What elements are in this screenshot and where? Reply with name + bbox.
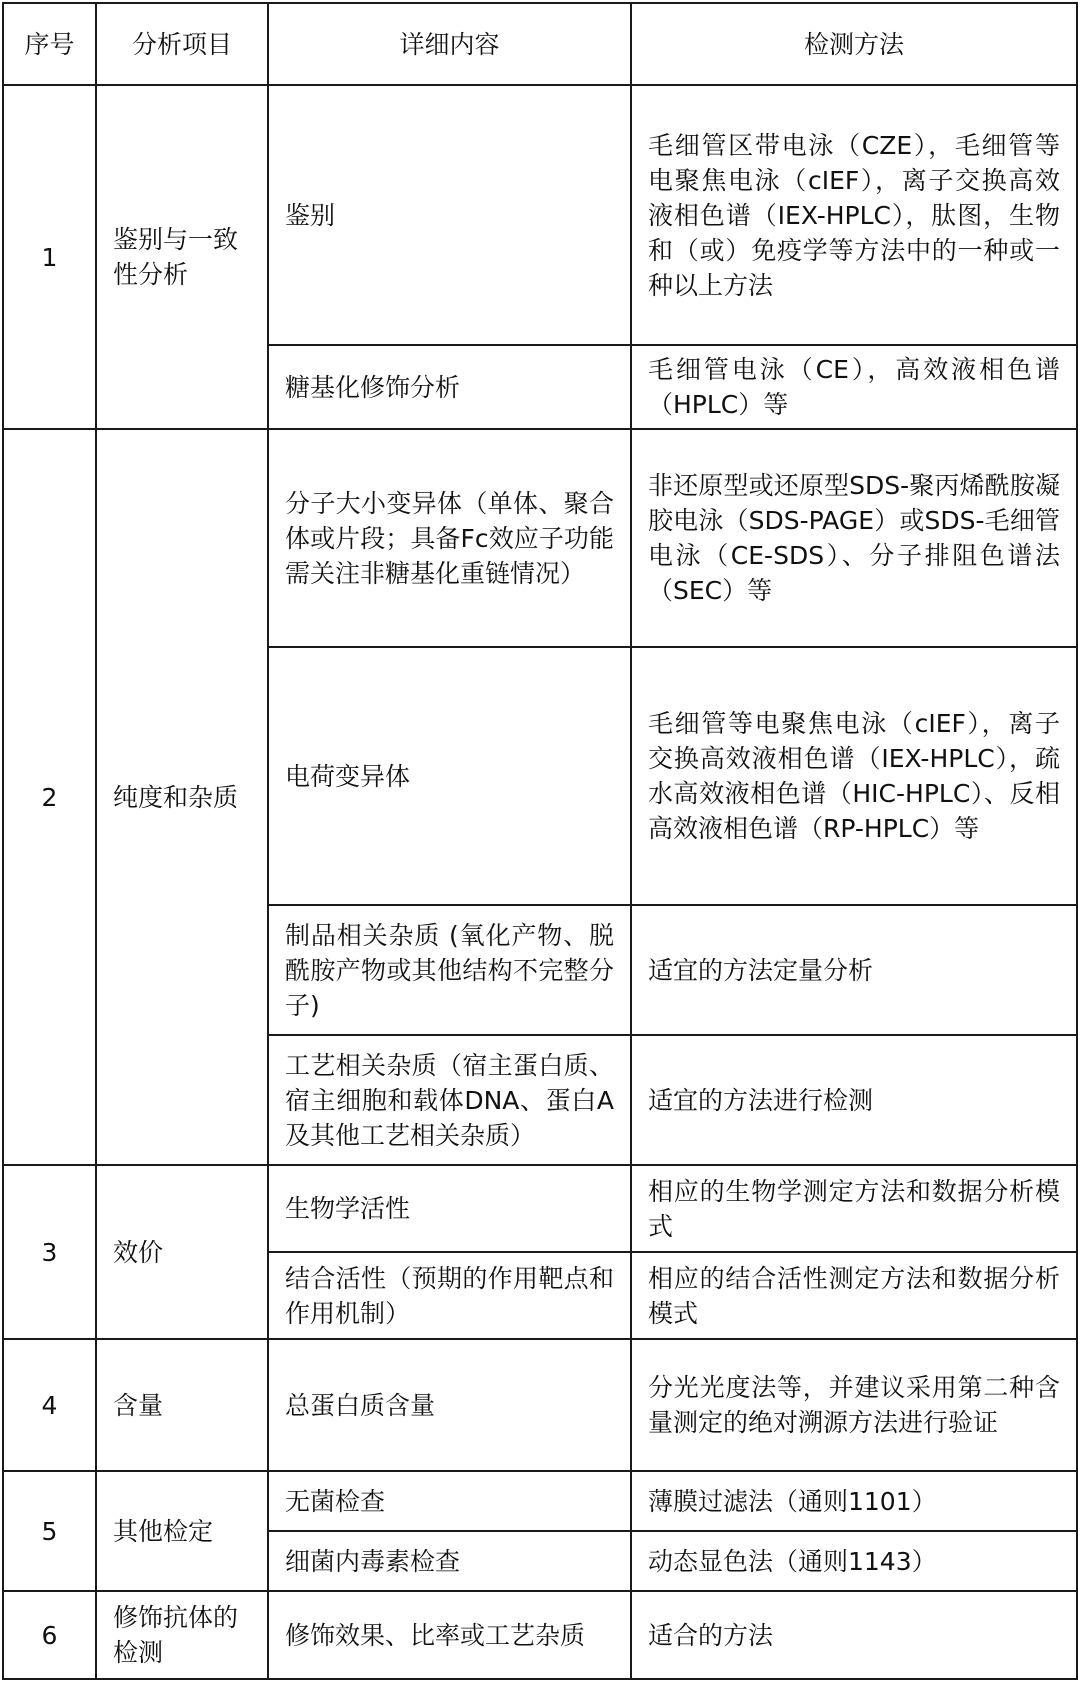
header-row (3, 3, 1077, 85)
detail-cell: 工艺相关杂质（宿主蛋白质、宿主细胞和载体DNA、蛋白A及其他工艺相关杂质） (268, 1035, 631, 1165)
method-cell: 分光光度法等，并建议采用第二种含量测定的绝对溯源方法进行验证 (631, 1339, 1077, 1471)
method-cell: 适宜的方法进行检测 (631, 1035, 1077, 1165)
method-cell: 毛细管区带电泳（CZE），毛细管等电聚焦电泳（cIEF），离子交换高效液相色谱（IEX-HPLC），肽图，生物和（或）免疫学等方法中的一种或一种以上方法 (631, 85, 1077, 345)
table-row (3, 1165, 1077, 1252)
detail-cell: 鉴别 (268, 85, 631, 345)
method-cell: 相应的结合活性测定方法和数据分析模式 (631, 1252, 1077, 1339)
header-method: 检测方法 (631, 3, 1077, 85)
seq-cell: 3 (3, 1165, 96, 1339)
seq-cell: 6 (3, 1591, 96, 1679)
item-cell: 其他检定 (96, 1471, 268, 1591)
item-cell: 含量 (96, 1339, 268, 1471)
header-seq: 序号 (3, 3, 96, 85)
method-cell: 动态显色法（通则1143） (631, 1531, 1077, 1591)
method-cell: 适合的方法 (631, 1591, 1077, 1679)
header-item: 分析项目 (96, 3, 268, 85)
detail-cell: 结合活性（预期的作用靶点和作用机制） (268, 1252, 631, 1339)
table-row (3, 1591, 1077, 1679)
detail-cell: 总蛋白质含量 (268, 1339, 631, 1471)
table-row (3, 429, 1077, 647)
seq-cell: 5 (3, 1471, 96, 1591)
method-cell: 适宜的方法定量分析 (631, 905, 1077, 1035)
seq-cell: 1 (3, 85, 96, 429)
table-row (3, 1471, 1077, 1531)
detail-cell: 生物学活性 (268, 1165, 631, 1252)
seq-cell: 4 (3, 1339, 96, 1471)
detail-cell: 电荷变异体 (268, 647, 631, 905)
seq-cell: 2 (3, 429, 96, 1165)
method-cell: 薄膜过滤法（通则1101） (631, 1471, 1077, 1531)
method-cell: 毛细管电泳（CE），高效液相色谱（HPLC）等 (631, 345, 1077, 429)
detail-cell: 无菌检查 (268, 1471, 631, 1531)
method-cell: 非还原型或还原型SDS-聚丙烯酰胺凝胶电泳（SDS-PAGE）或SDS-毛细管电泳（CE-SDS）、分子排阻色谱法（SEC）等 (631, 429, 1077, 647)
analysis-table (2, 2, 1078, 1680)
item-cell: 效价 (96, 1165, 268, 1339)
detail-cell: 修饰效果、比率或工艺杂质 (268, 1591, 631, 1679)
table-row (3, 85, 1077, 345)
item-cell: 纯度和杂质 (96, 429, 268, 1165)
item-cell: 修饰抗体的检测 (96, 1591, 268, 1679)
detail-cell: 糖基化修饰分析 (268, 345, 631, 429)
detail-cell: 制品相关杂质 (氧化产物、脱酰胺产物或其他结构不完整分子) (268, 905, 631, 1035)
detail-cell: 分子大小变异体（单体、聚合体或片段；具备Fc效应子功能需关注非糖基化重链情况） (268, 429, 631, 647)
method-cell: 毛细管等电聚焦电泳（cIEF），离子交换高效液相色谱（IEX-HPLC），疏水高效液相色谱（HIC-HPLC）、反相高效液相色谱（RP-HPLC）等 (631, 647, 1077, 905)
method-cell: 相应的生物学测定方法和数据分析模式 (631, 1165, 1077, 1252)
table-row (3, 1339, 1077, 1471)
detail-cell: 细菌内毒素检查 (268, 1531, 631, 1591)
header-detail: 详细内容 (268, 3, 631, 85)
item-cell: 鉴别与一致性分析 (96, 85, 268, 429)
